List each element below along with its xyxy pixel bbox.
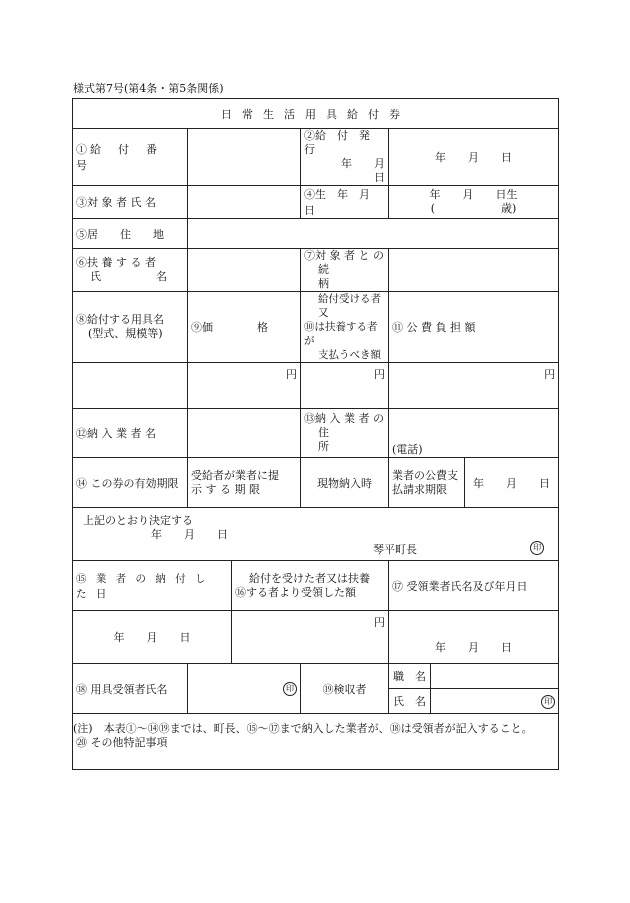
vendor-address-label-2: 住 所: [318, 426, 384, 453]
decision-block: [73, 508, 559, 561]
inspector-label: ⑲検収者: [301, 664, 389, 714]
equipment-receiver-label: ⑱ 用具受領者氏名: [73, 664, 188, 714]
inspector-seal-mark: 印: [541, 695, 555, 709]
public-share-header: ⑪ 公 費 負 担 額: [389, 292, 559, 363]
public-share-field[interactable]: 円: [389, 363, 559, 409]
town-mayor-label: 琴平町長: [373, 543, 417, 556]
self-pay-header: [301, 292, 389, 363]
supporter-name-label: [73, 249, 188, 292]
decision-date: 年 月 日: [151, 528, 228, 541]
equipment-name-header: [73, 292, 188, 363]
address-label: ⑤居 住 地: [73, 219, 188, 249]
benefit-number-field[interactable]: [188, 129, 301, 186]
equipment-name-field[interactable]: [73, 363, 188, 409]
inspector-job-title-label: 職 名: [389, 664, 431, 689]
received-amount-header: [232, 561, 389, 611]
self-pay-field[interactable]: 円: [301, 363, 389, 409]
price-field[interactable]: 円: [188, 363, 301, 409]
issue-date-field[interactable]: 年 月 日: [389, 129, 559, 186]
receiving-vendor-field[interactable]: 年 月 日: [389, 611, 559, 664]
claim-deadline-label-1: 業者の公費支: [392, 468, 458, 482]
relationship-field[interactable]: [389, 249, 559, 292]
claim-deadline-label-2: 払請求期限: [392, 482, 447, 496]
presentation-deadline-label-1: 受給者が業者に提: [191, 468, 279, 482]
delivery-date-header: ⑮ 業 者 の 納 付 し た 日: [73, 561, 232, 611]
equipment-name-header-2: (型式、規模等): [88, 327, 163, 340]
self-pay-header-1: 給付受ける者又: [318, 293, 381, 319]
relationship-label-1: ⑦対 象 者 と の: [304, 249, 384, 262]
decision-statement: 上記のとおり決定する: [83, 514, 193, 527]
self-pay-header-3: 支払うべき額: [318, 349, 381, 361]
claim-deadline-label: [389, 458, 465, 508]
delivery-time-label: 現物納入時: [301, 458, 389, 508]
presentation-deadline-label-2: 示 す る 期 限: [191, 482, 260, 496]
footnote: (注) 本表①～⑭⑲までは、町長、⑮～⑰まで納入した業者が、⑱は受領者が記入すること。: [73, 722, 533, 735]
seal-mark: 印: [530, 541, 544, 555]
inspector-name-field[interactable]: [431, 689, 559, 714]
equipment-receiver-field[interactable]: [188, 664, 301, 714]
received-amount-header-1: 給付を受けた者又は扶養: [249, 571, 370, 585]
received-amount-field[interactable]: 円: [232, 611, 389, 664]
benefit-voucher-form: [72, 98, 559, 770]
birth-date-label: ④生 年 月 日: [301, 186, 389, 219]
birth-date-value: 年 月 日生: [429, 188, 518, 201]
receiver-seal-mark: 印: [283, 682, 297, 696]
delivery-date-field[interactable]: 年 月 日: [73, 611, 232, 664]
vendor-address-field[interactable]: [389, 409, 559, 458]
vendor-name-field[interactable]: [188, 409, 301, 458]
supporter-name-label-1: ⑥扶 養 す る 者: [76, 256, 156, 269]
recipient-name-label: ③対 象 者 氏 名: [73, 186, 188, 219]
issue-date-label-1: ②給 付 発 行: [304, 129, 381, 156]
relationship-label: [301, 249, 389, 292]
birth-date-field[interactable]: [389, 186, 559, 219]
self-pay-header-2: ⑩は扶養する者が: [304, 321, 378, 347]
claim-deadline-field[interactable]: 年 月 日: [465, 458, 559, 508]
form-title: 日常生活用具給付券: [73, 99, 559, 129]
benefit-number-label: ①給 付 番 号: [73, 129, 188, 186]
issue-date-label: [301, 129, 407, 186]
vendor-address-label-1: ⑬納 入 業 者 の: [304, 412, 384, 425]
received-amount-header-2: ⑯する者より受領した額: [235, 585, 356, 599]
receiving-vendor-header: ⑰ 受領業者氏名及び年月日: [389, 561, 559, 611]
age-value: ( 歳): [430, 202, 517, 215]
presentation-deadline-label: [188, 458, 301, 508]
phone-label: (電話): [392, 443, 423, 456]
inspector-job-title-field[interactable]: [431, 664, 559, 689]
recipient-name-field[interactable]: [188, 186, 301, 219]
supporter-name-label-2: 氏 名: [90, 270, 167, 283]
other-remarks-label: ⑳ その他特記事項: [76, 735, 168, 749]
issue-date-label-2: 年 月 日: [341, 157, 407, 184]
form-number-label: 様式第7号(第4条・第5条関係): [73, 82, 224, 95]
vendor-address-label: [301, 409, 389, 458]
price-header: ⑨価 格: [188, 292, 301, 363]
inspector-name-label: 氏 名: [389, 689, 431, 714]
relationship-label-2: 続 柄: [318, 263, 384, 290]
validity-label: ⑭ この券の有効期限: [73, 458, 188, 508]
equipment-name-header-1: ⑧給付する用具名: [76, 313, 164, 326]
supporter-name-field[interactable]: [188, 249, 301, 292]
vendor-name-label: ⑫納 入 業 者 名: [73, 409, 188, 458]
address-field[interactable]: [188, 219, 559, 249]
